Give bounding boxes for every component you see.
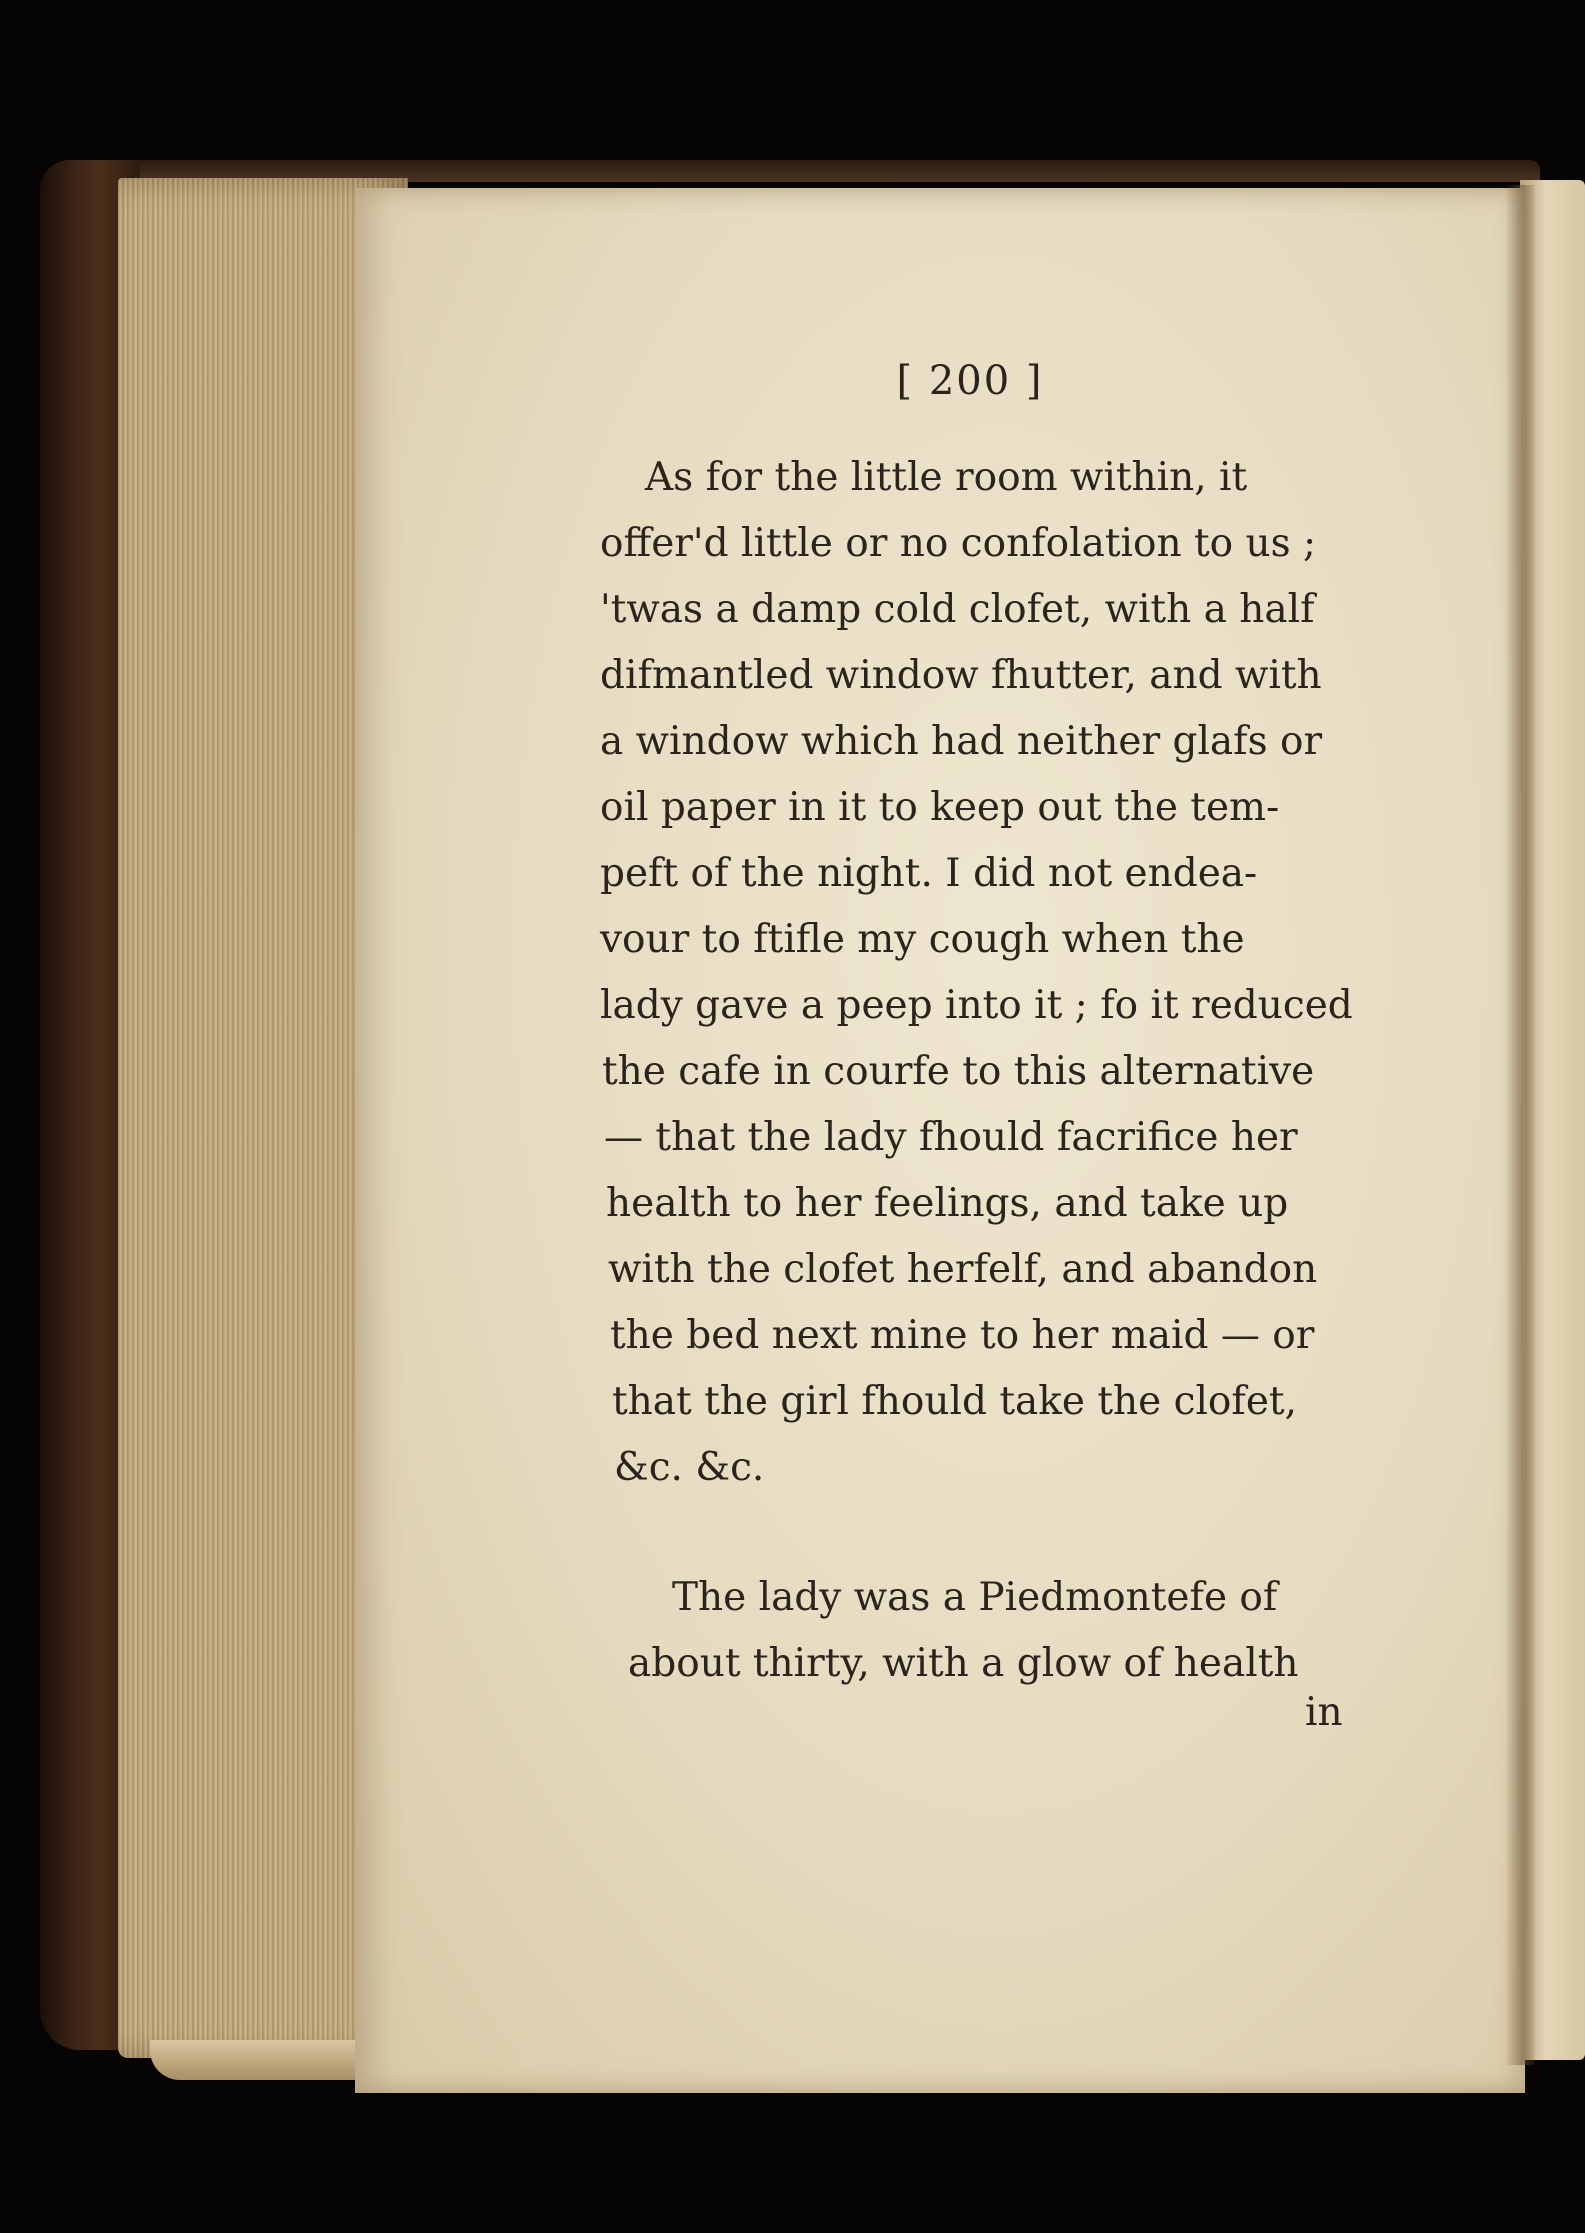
text-line: The lady was a Piedmontefe of (672, 1575, 1278, 1620)
text-line: with the clofet herfelf, and abandon (608, 1247, 1318, 1292)
text-line: oil paper in it to keep out the tem- (600, 785, 1280, 830)
text-line: lady gave a peep into it ; fo it reduced (600, 983, 1353, 1028)
text-line: offer'd little or no confolation to us ; (600, 521, 1317, 566)
text-line: — that the lady fhould facrifice her (604, 1115, 1298, 1160)
text-line: about thirty, with a glow of health (628, 1641, 1299, 1686)
catchword: in (1305, 1690, 1343, 1735)
text-line: that the girl fhould take the clofet, (612, 1379, 1297, 1424)
text-line: the cafe in courfe to this alternative (602, 1049, 1315, 1094)
text-line: &c. &c. (614, 1445, 765, 1490)
text-line: difmantled window fhutter, and with (600, 653, 1322, 698)
text-line: As for the little room within, it (645, 455, 1248, 500)
page-gutter (1505, 185, 1535, 2065)
text-line: 'twas a damp cold clofet, with a half (600, 587, 1315, 632)
text-line: vour to ftifle my cough when the (600, 917, 1245, 962)
page-number-header: [ 200 ] (896, 358, 1044, 404)
text-line: health to her feelings, and take up (606, 1181, 1289, 1226)
text-line: a window which had neither glafs or (600, 719, 1323, 764)
text-line: peft of the night. I did not endea- (600, 851, 1258, 896)
text-line: the bed next mine to her maid — or (610, 1313, 1315, 1358)
